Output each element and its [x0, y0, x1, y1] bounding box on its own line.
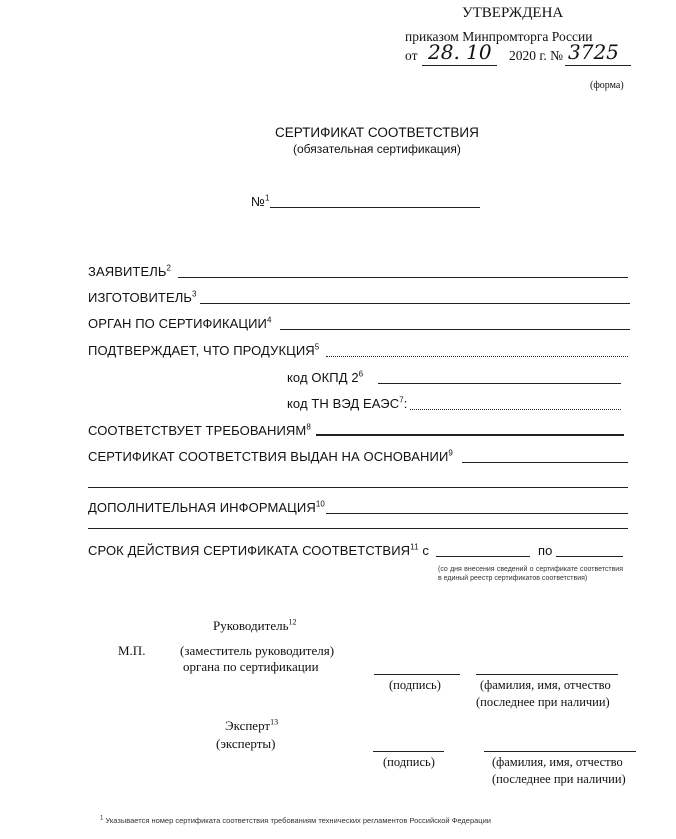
field-validity-label: СРОК ДЕЙСТВИЯ СЕРТИФИКАТА СООТВЕТСТВИЯ$^{11}$ с [88, 542, 429, 558]
expert-signature-line [373, 751, 444, 752]
field-cert-body-label: ОРГАН ПО СЕРТИФИКАЦИИ$^4$ [88, 315, 272, 331]
approval-date-handwritten: 28. 10 [428, 40, 492, 64]
field-cert-body-line [280, 329, 630, 330]
certificate-number-label: №$^1$ [251, 193, 270, 209]
approval-title: УТВЕРЖДЕНА [462, 5, 564, 21]
field-validity-to-line [556, 556, 623, 557]
field-manufacturer-label: ИЗГОТОВИТЕЛЬ$^3$ [88, 289, 197, 305]
certificate-title: СЕРТИФИКАТ СООТВЕТСТВИЯ [275, 125, 479, 140]
org-label: органа по сертификации [183, 659, 319, 674]
field-validity-to: по [538, 543, 553, 558]
head-signature-caption: (подпись) [389, 678, 441, 692]
approval-number-handwritten: 3725 [568, 40, 619, 64]
head-label: Руководитель$^{12}$ [213, 617, 297, 633]
field-additional-label: ДОПОЛНИТЕЛЬНАЯ ИНФОРМАЦИЯ$^{10}$ [88, 499, 325, 515]
field-basis-line [462, 462, 628, 463]
expert-fio-caption-2: (последнее при наличии) [492, 772, 626, 786]
field-product-label: ПОДТВЕРЖДАЕТ, ЧТО ПРОДУКЦИЯ$^5$ [88, 342, 320, 358]
certificate-number-line [270, 207, 480, 208]
expert-signature-caption: (подпись) [383, 755, 435, 769]
field-basis-label: СЕРТИФИКАТ СООТВЕТСТВИЯ ВЫДАН НА ОСНОВАНИИ$^9$ [88, 448, 453, 464]
expert-fio-caption: (фамилия, имя, отчество [492, 755, 623, 769]
stamp-label: М.П. [118, 643, 146, 658]
experts-label: (эксперты) [216, 736, 276, 751]
approval-number-line [565, 65, 631, 66]
expert-fio-line [484, 751, 636, 752]
field-tnved-label: код ТН ВЭД ЕАЭС$^7$: [287, 395, 408, 411]
field-validity-from-line [436, 556, 530, 557]
approval-date-prefix: от [405, 48, 418, 63]
form-note: (форма) [590, 80, 624, 91]
approval-year: 2020 г. № [509, 48, 564, 63]
head-fio-caption-2: (последнее при наличии) [476, 695, 610, 709]
deputy-label: (заместитель руководителя) [180, 643, 335, 658]
field-product-line [326, 356, 628, 357]
field-applicant-label: ЗАЯВИТЕЛЬ$^2$ [88, 263, 172, 279]
footnote: $^1$ Указывается номер сертификата соответствия требованиям технических регламентов Российской Федерации [100, 815, 491, 825]
field-additional-line-2 [88, 528, 628, 529]
field-requirements-line [316, 434, 624, 436]
field-additional-line [326, 513, 628, 514]
field-basis-line-2 [88, 487, 628, 488]
head-signature-line [374, 674, 460, 675]
head-fio-caption: (фамилия, имя, отчество [480, 678, 611, 692]
field-okpd-line [378, 383, 621, 384]
validity-note: (со дня внесения сведений о сертификате соответствия в единый реестр сертификатов соответствия) [438, 566, 623, 582]
head-fio-line [476, 674, 618, 675]
field-applicant-line [178, 277, 628, 278]
approval-date-line [422, 65, 497, 66]
field-tnved-line [410, 409, 621, 410]
certificate-subtitle: (обязательная сертификация) [293, 142, 461, 156]
field-manufacturer-line [200, 303, 630, 304]
field-requirements-label: СООТВЕТСТВУЕТ ТРЕБОВАНИЯМ$^8$ [88, 422, 311, 438]
field-okpd-label: код ОКПД $2^6$ [287, 369, 364, 385]
expert-label: Эксперт$^{13}$ [225, 717, 279, 733]
approval-order: приказом Минпромторга России [405, 29, 593, 44]
